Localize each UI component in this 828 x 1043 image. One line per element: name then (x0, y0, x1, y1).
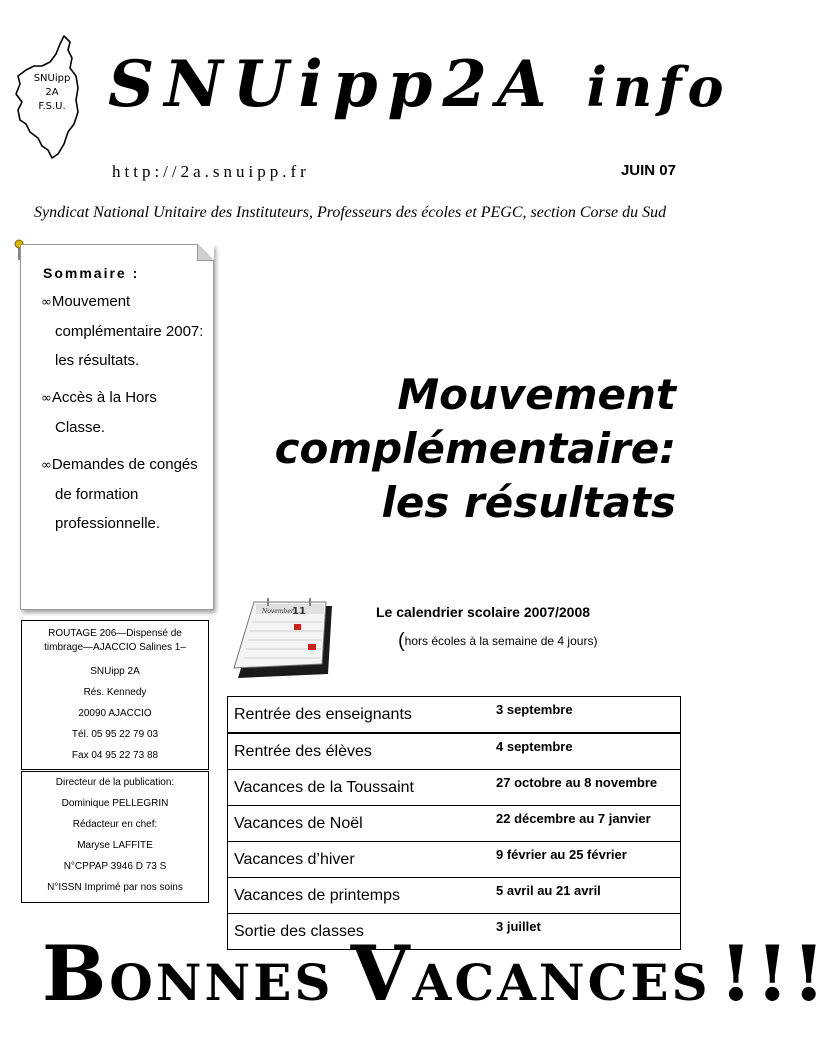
routage-line: 20090 AJACCIO (78, 708, 152, 719)
row-label: Vacances de Noël (228, 806, 491, 842)
routage-line: Tél. 05 95 22 79 03 (71, 729, 159, 740)
calendar-title: Le calendrier scolaire 2007/2008 (376, 604, 591, 620)
table-row (228, 806, 681, 842)
calendar-icon (232, 598, 336, 682)
sommaire-item[interactable] (41, 383, 205, 442)
corsica-logo (12, 32, 84, 162)
row-label: Sortie des classes (228, 914, 491, 950)
logo-text (26, 72, 78, 114)
headline-line-3: les résultats (381, 478, 676, 527)
publication-line: Directeur de la publication: (55, 777, 175, 788)
masthead (108, 40, 730, 130)
headline-line-1: Mouvement (397, 370, 676, 419)
row-label: Vacances de la Toussaint (228, 770, 491, 806)
page-curl (197, 244, 214, 261)
routage-box (21, 620, 209, 770)
sommaire-item-label: Demandes de congés de formation professionnelle. (51, 456, 198, 532)
publication-line: Dominique PELLEGRIN (61, 798, 169, 809)
table-row (228, 878, 681, 914)
calendar-icon-month: November (262, 608, 294, 615)
row-value: 4 septembre (490, 733, 681, 770)
calendar-table (227, 696, 681, 950)
infinity-bullet-icon: ∞ (41, 391, 52, 406)
row-value: 9 février au 25 février (490, 842, 681, 878)
row-value: 5 avril au 21 avril (490, 878, 681, 914)
footer-word-acances: ACANCES (412, 953, 711, 1012)
infinity-bullet-icon: ∞ (41, 295, 52, 310)
publication-box (21, 771, 209, 903)
sommaire-list (41, 287, 205, 546)
publication-line: Maryse LAFFITE (77, 840, 153, 851)
row-label: Rentrée des élèves (228, 733, 491, 770)
table-row (228, 697, 681, 734)
publication-line: N°CPPAP 3946 D 73 S (63, 861, 167, 872)
footer-initial-b: B (42, 929, 110, 1018)
infinity-bullet-icon: ∞ (41, 458, 52, 473)
footer-exclamations: !!! (719, 929, 828, 1018)
table-row (228, 770, 681, 806)
website-url[interactable]: http://2a.snuipp.fr (112, 162, 310, 181)
routage-line: SNUipp 2A (90, 666, 140, 677)
routage-line: Fax 04 95 22 73 88 (71, 750, 159, 761)
row-label: Vacances de printemps (228, 878, 491, 914)
calendar-icon-day: 11 (292, 606, 306, 617)
masthead-title: SNUipp2A (108, 47, 557, 122)
sommaire-item-label: Accès à la Hors Classe. (51, 389, 157, 436)
calendar-subtitle (398, 630, 597, 653)
sommaire-item-label: Mouvement complémentaire 2007: les résultats. (51, 293, 204, 369)
row-value: 22 décembre au 7 janvier (490, 806, 681, 842)
routage-line: Rés. Kennedy (83, 687, 147, 698)
sommaire-item[interactable] (41, 450, 205, 538)
footer-word-onnes: ONNES (109, 953, 334, 1012)
routage-line: ROUTAGE 206—Dispensé de timbrage—AJACCIO Salines 1– (44, 628, 186, 653)
organization-subtitle: Syndicat National Unitaire des Instituteurs, Professeurs des écoles et PEGC, section Corse du Sud (34, 204, 667, 221)
masthead-info: info (586, 55, 730, 119)
calendar-subtitle-paren: ( (398, 630, 405, 652)
logo-line-2: F.S.U. (38, 101, 66, 112)
sommaire-title: Sommaire : (43, 265, 140, 281)
publication-line: Rédacteur en chef: (72, 819, 158, 830)
row-value: 3 septembre (490, 697, 681, 734)
logo-line-1: SNUipp 2A (33, 73, 71, 98)
calendar-subtitle-text: hors écoles à la semaine de 4 jours) (404, 634, 598, 648)
main-headline (236, 368, 676, 530)
row-label: Rentrée des enseignants (228, 697, 491, 734)
row-value: 27 octobre au 8 novembre (490, 770, 681, 806)
footer-initial-v: V (350, 929, 413, 1018)
row-label: Vacances d’hiver (228, 842, 491, 878)
issue-date: JUIN 07 (620, 162, 676, 179)
sommaire-item[interactable] (41, 287, 205, 375)
footer-greeting (42, 926, 828, 1043)
row-value: 3 juillet (490, 914, 681, 950)
publication-line: N°ISSN Imprimé par nos soins (47, 882, 183, 893)
headline-line-2: complémentaire: (274, 424, 676, 473)
table-row (228, 733, 681, 770)
table-row (228, 842, 681, 878)
sommaire-box (20, 244, 214, 610)
